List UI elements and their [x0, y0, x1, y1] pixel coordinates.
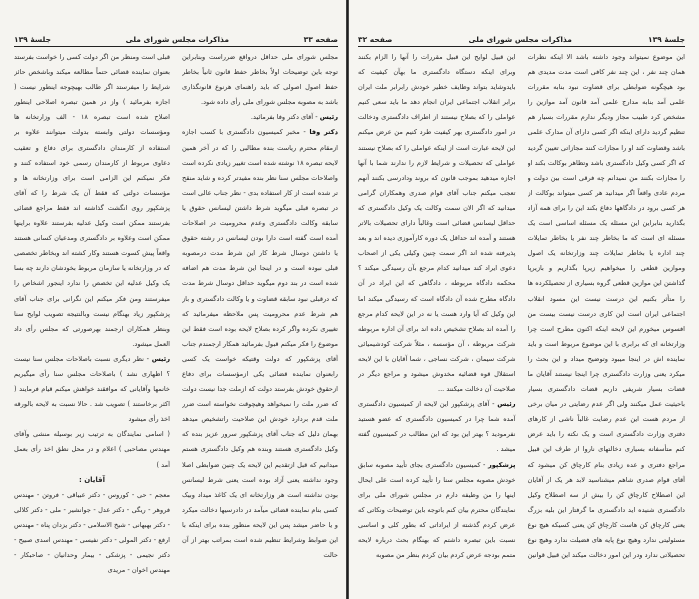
right-page — [348, 0, 699, 599]
speech-text: - کمیسیون دادگستری بجای تأیید مصوبه سابق خودش مصوبه مجلس سنا را تأیید کرده است علی ایحال اینها را من وظیفه دارم در مجلس شورای ملی برای نمایندگان محترم بیان کنم باتوجه باین توضیحات ونکاتی که عرض کردم گذشته از ایراداتی که بطور کلی و اساسی نسبت باین تبصره داشتم که بهنگام بحث درباره لایحه متمم بودجه عرض کردم بیان کردم بنظر من مصوبه — [358, 460, 516, 560]
section-heading: آقایان : — [78, 475, 106, 484]
right-page-left-column — [358, 50, 516, 579]
paragraph: ( اسامی نمایندگان به ترتیب زیر بوسیله منشی وآقای مهندس مصاحبی ) اعلام و در محل نطق اخذ رأی بعمل آمد ) — [14, 430, 170, 469]
speech — [358, 397, 516, 457]
left-page-columns — [14, 50, 338, 579]
speech — [14, 352, 170, 427]
speech-text: - آقای دکتر وفا بفرمائید. — [250, 113, 320, 122]
right-page-columns — [358, 50, 685, 579]
left-page — [0, 0, 348, 599]
speech-text: - آقای پزشکپور این لایحه از کمیسیون دادگستری آمده شما چرا در کمیسیون دادگستری که عضو هستید نفرمودید ؟ بهتر این بود که این مطالب در کمیسیون گفته میشد . — [358, 400, 516, 454]
speech-text: - نظر دیگری نسبت باصلاحات مجلس سنا نیست ؟ اظهاری نشد ) باصلاحات مجلس سنا رأی میگیریم خانمها وآقایانی که موافقند خواهش میکنم قیام فرمایند ( اکثر برخاستند ) تصویب شد . حالا نسبت به لایحه بالورقه اخذ رأی میشود — [14, 354, 170, 424]
running-title: مذاکرات مجلس شورای ملی — [125, 35, 229, 44]
left-page-right-column — [182, 50, 338, 579]
paragraph: قبلی است ومنظر من اگر دولت کسی را خواست بفرستد بعنوان نماینده قضائی حتماً مطالعه میکند وباشخص حائز شرایط را میفرستد اگر طالب بهیچوجه اینطور نیست ( اجازه بفرمائید ) واز در همین تبصره اصلاحی اینطور اصلاح شده است تبصره ۱۸ - الف وزارتخانه ها ومؤسسات دولتی وابسته بدولت میتوانند علاوه بر استفاده از کارمندان دادگستری برای دفاع و تعقیب دعاوی مربوط از کارمندان رسمی خود استفاده کنند و فکر نمیکنم این الزامی است برای وزارتخانه ها و مؤسسات دولتی که فقط آن یک شرط را که آقای پزشکپور روی انگشت گذاشته اند فقط مراجع قضائی بفرستند ممکن است وکیل عدلیه بفرستند علاوه براینها ممکن است وعلاوه بر دادگستری ومدعیان کسانی هستند واقعاً پیش کسوت هستند وکار کشته اند وبخاطر تخصصی که در وزارتخانه یا سازمان مربوط بخودشان دارند چه بسا یک وکیل عدلیه این تخصص را ندارد اینجور اشخاص را میفرستند ومن فکر میکنم این نگرانی برای جناب آقای پزشکپور زیاد بهنگام نیست وبالنتیجه تصویب لوایح سنا وبنظر همکاران ارجمند بهرصورتی که مجلس رأی داد العمل میشود. — [14, 53, 170, 348]
page-number: صفحه ۳۲ — [358, 35, 393, 44]
speech — [182, 110, 338, 125]
book-gutter — [346, 0, 349, 599]
page-number: صفحه ۳۳ — [303, 35, 338, 44]
speech — [358, 458, 516, 564]
right-page-header — [358, 30, 685, 47]
speaker-name: پزشکپور — [487, 460, 516, 469]
speaker-name: دکتر وفا — [309, 128, 338, 137]
session-number: جلسهٔ ۱۳۹ — [648, 35, 685, 44]
speaker-name: رئیس — [151, 354, 170, 363]
speaker-name: رئیس — [319, 113, 338, 122]
paragraph: این قبیل لوایح این قبیل مقررات را آنها را الزام بکنند وبرای اینکه دستگاه دادگستری ما بهآن کیفیت که بایدوشاید بتواند وظایف خطیر خودش رابرابر ملت ایران برابر انقلاب اجتماعی ایران انجام دهد ما باید سعی کنیم عواملی را که بصلاح نیستند از اطراف دادگستری ودخالت در امور دادگستری بهر کیفیت طرد کنیم من عرض میکنم این لایحه عبارت است از اینکه عواملی را که بصلاح نیستند عواملی که تحصیلات و شرایط لازم را ندارند شما با آنها اجازه میدهید بموجب قانون که بروند ودادرسی بکنند آنهم تعجب میکنم جناب آقای قوام صدری وهمکاران گرامی میدانید که اگر الان سمت وکالت یک وکیل دادگستری که حداقل لیسانس قضائی است وغالباً دارای تحصیلات بالاتر هستند و آمده اند حداقل یک دوره کارآموزی دیده اند و بعد پذیرفته شده اند اگر سمت چنین وکیلی یکی از اصحاب دعوی ایراد کند میدانید کدام مرجع بآن رسیدگی میکند ؟ محکمه دادگاه مربوطه ، دادگاهی که این ایراد در آن دادگاه مطرح شده آن دادگاه است که رسیدگی میکند اما این وکیل که آیا وارد هست یا نه در این لایحه کدام مرجع را آمده اند بصلاح تشخیص داده اند برای آن اداره مربوطه شرکت مربوطه ، آن مؤسسه ، مثلاً شرکت کودشیمیائی شرکت سیمان ، شرکت نساجی ، شما آقایان با این لایحه استقلال قوه قضائیه مخدوش میشود و مراجع دیگر در صلاحیت آن دخالت میکنند ... — [358, 53, 516, 394]
voter-names-list: معجم - حی - کوروس - دکتر عبیاقی - فروتن - مهندس فروهر - ریگی - دکتر عدل - جوانشیر - ملی - دکتر کلالی - دکتر بهبهانی - شیخ الاسلامی - دکتر یزدان پناه - مهندس ارفع - دکتر المولی - دکتر نفیسی - مهندس اسدی صبیح - دکتر نجیمی - پزشکی - بیمار وحدانیان - صاحبکار - مهندس اخوان - مریدی — [14, 490, 170, 575]
paragraph: این موضوع نمیتواند وجود داشته باشد الا اینکه نظرات همان چند نفر ، این چند نفر کافی است مدت مدیدی هم بود هیچگونه ضوابطی برای قضاوت نبود بنابه مقررات علمی آمد بنابه مدارج علمی آمد قانون آمد موازین را مشخص کرد طبیب مجاز ودیگر ندارم مقررات بسیار هم تنظیم گردید دارای اینکه اگر کسی دارای آن مدارک علمی باشد وقضاوت کند او را مجازات کنند مجازاتی تعیین گردید که اگر کسی وکیل دادگستری باشد وتظاهر بوکالت بکند او را مجازات بکنند من نمیدانم چه فرقی است بین دولت و مردم عادی واقعاً اگر میدانید هر کسی میتواند بوکالت از هر کسی برود در دادگاهها دفاع بکند این را برای همه آزاد بگذارید بنابراین این مسئله یک مسئله اساسی است یک مسئله ای است که ما بخاطر چند نفر یا بخاطر تمایلات چند اداره یا بخاطر تمایلات چند وزارتخانه یک اصول وموازین قطعی را میخواهیم زیرپا بگذاریم و بازیرپا گذاشتن این موازین قطعی گروه بسیاری از تحصیلکرده ها را متأثر بکنیم این درست نیست این مسود انقلاب اجتماعی ایران است این کاری درست نیست بیست من افسوس میخورم این لایحه اینکه اکنون مطرح است چرا وزارتخانه ای که برابری با این موضوع مربوط است و باید نماینده اش در اینجا میبود وتوضیح میداد و این بحث را میکرد یعنی وزارت دادگستری چرا اینجا نیستند آقایان ما قضات بسیار شریفی داریم قضات دادگستری بسیار باحیثیت عمل میکنند ولی اگر عدم رضایتی در میان برخی از مردم هست این عدم رضایت غالباً ناشی از کارهای دفتری وزارت دادگستری است و یک نکته را باید عرض کنم متأسفانه بسیاری دخالتهای ناروا از طرف این قبیل مراجع دفتری و عده زیادی بنام کارچاق کن میشود که آقای قوام صدری شاهم میشناسید لابد هر یک از آقایان این اصطلاح کارچاق کن را بیش از سه اصطلاح وکیل دادگستری شنیده اید دادگستری ما گرفتار این بلیه بزرگ یعنی کارچاق کن هاست کارچاق کن یعنی کسیکه هیچ نوع مسئولیتی ندارد وهیچ نوع پایه های فضیلت ندارد وهیچ نوع تحصیلاتی ندارد ودر این امور دخالت میکند این قبیل قوانین — [527, 53, 685, 560]
left-page-left-column — [14, 50, 170, 579]
right-page-right-column — [528, 50, 686, 579]
running-title: مذاکرات مجلس شورای ملی — [468, 35, 572, 44]
speaker-name: رئیس — [497, 400, 516, 409]
session-number: جلسهٔ ۱۳۹ — [14, 35, 52, 44]
speech — [182, 125, 338, 563]
speech-text: - مخبر کمیسیون دادگستری با کسب اجازه ازمقام محترم ریاست بنده مطالبی را که در آخر همین لایحه تبصره ۱۸ نوشته شده است تغییر زیادی نکرده است واصلاحات مجلس سنا نظر بنده مفیدتر کرده و شاید منقح تر شده است از کار استفاده بدی - نظر جناب عالی است در تبصره قبلی میگوید شرط داشتن لیسانس حقوق یا سابقه وکالت دادگستری وعدم محرومیت در اصلاحات آمده است گفته است دارا بودن لیسانس در رشته حقوق یا داشتن دوسال شرط کار این شرط مدت درمصوبه قبلی نبوده است و در اینجا این شرط مدت هم اضافه شده است در بند دوم میگوید حداقل دوسال شرط مدت که درقبلی نبود سابقه قضاوت و یا وکالت دادگستری و باز هم شرط عدم محرومیت پس ملاحظه میفرمائید که تغییری نکرده واگر کرده بصلاح لایحه بوده است فقط این موضوع را فکر میکنم قبول بفرمائید همکار ارجمندم جناب آقای پزشکپور که دولت وقتیکه خواست یک کسی رابعنوان نماینده قضائی یکی ازمؤسسات برای دفاع ازحقوق خودش بفرستد دولت که ازملت جدا نیست دولت که ضرر ملت را نمیخواهد وهیچوقت نخواسته است ضرر ملت قدم بردارد خودش این صلاحیت راتشخیص میدهد بهمان دلیل که جناب آقای پزشکپور سرور عزیز بنده که وکیل دادگستری هستند وبنده هم وکیل دادگستری هستم میدانیم که قبل ازتقدیم این لایحه یک چنین ضوابطی اصلا وجود نداشته یعنی آزاد بوده است یعنی شرط لیسانس بودن نداشته است هر وزارتخانه ای یک کاغذ میداد وبیک کسی بنام نماینده قضائی میآمد در دادرسیها دخالت میکرد و یا حاضر میشد پس این لایحه منظور بنده برای اینکه با این ضوابط وشرایط تنظیم شده است بمراتب بهتر از آن حالت — [182, 128, 338, 560]
paragraph: مجلس شورای ملی حداقل درواقع ضرراست وبنابراین توجه باین توضیحات اولاً بخاطر حفظ قانون ثانیاً بخاطر حفظ اصول اصولی که باید راهنمای هرنوع قانونگذاری باشد به مصوبه مجلس شورای ملی رأی داده شود. — [182, 53, 338, 107]
left-page-header — [14, 30, 338, 47]
